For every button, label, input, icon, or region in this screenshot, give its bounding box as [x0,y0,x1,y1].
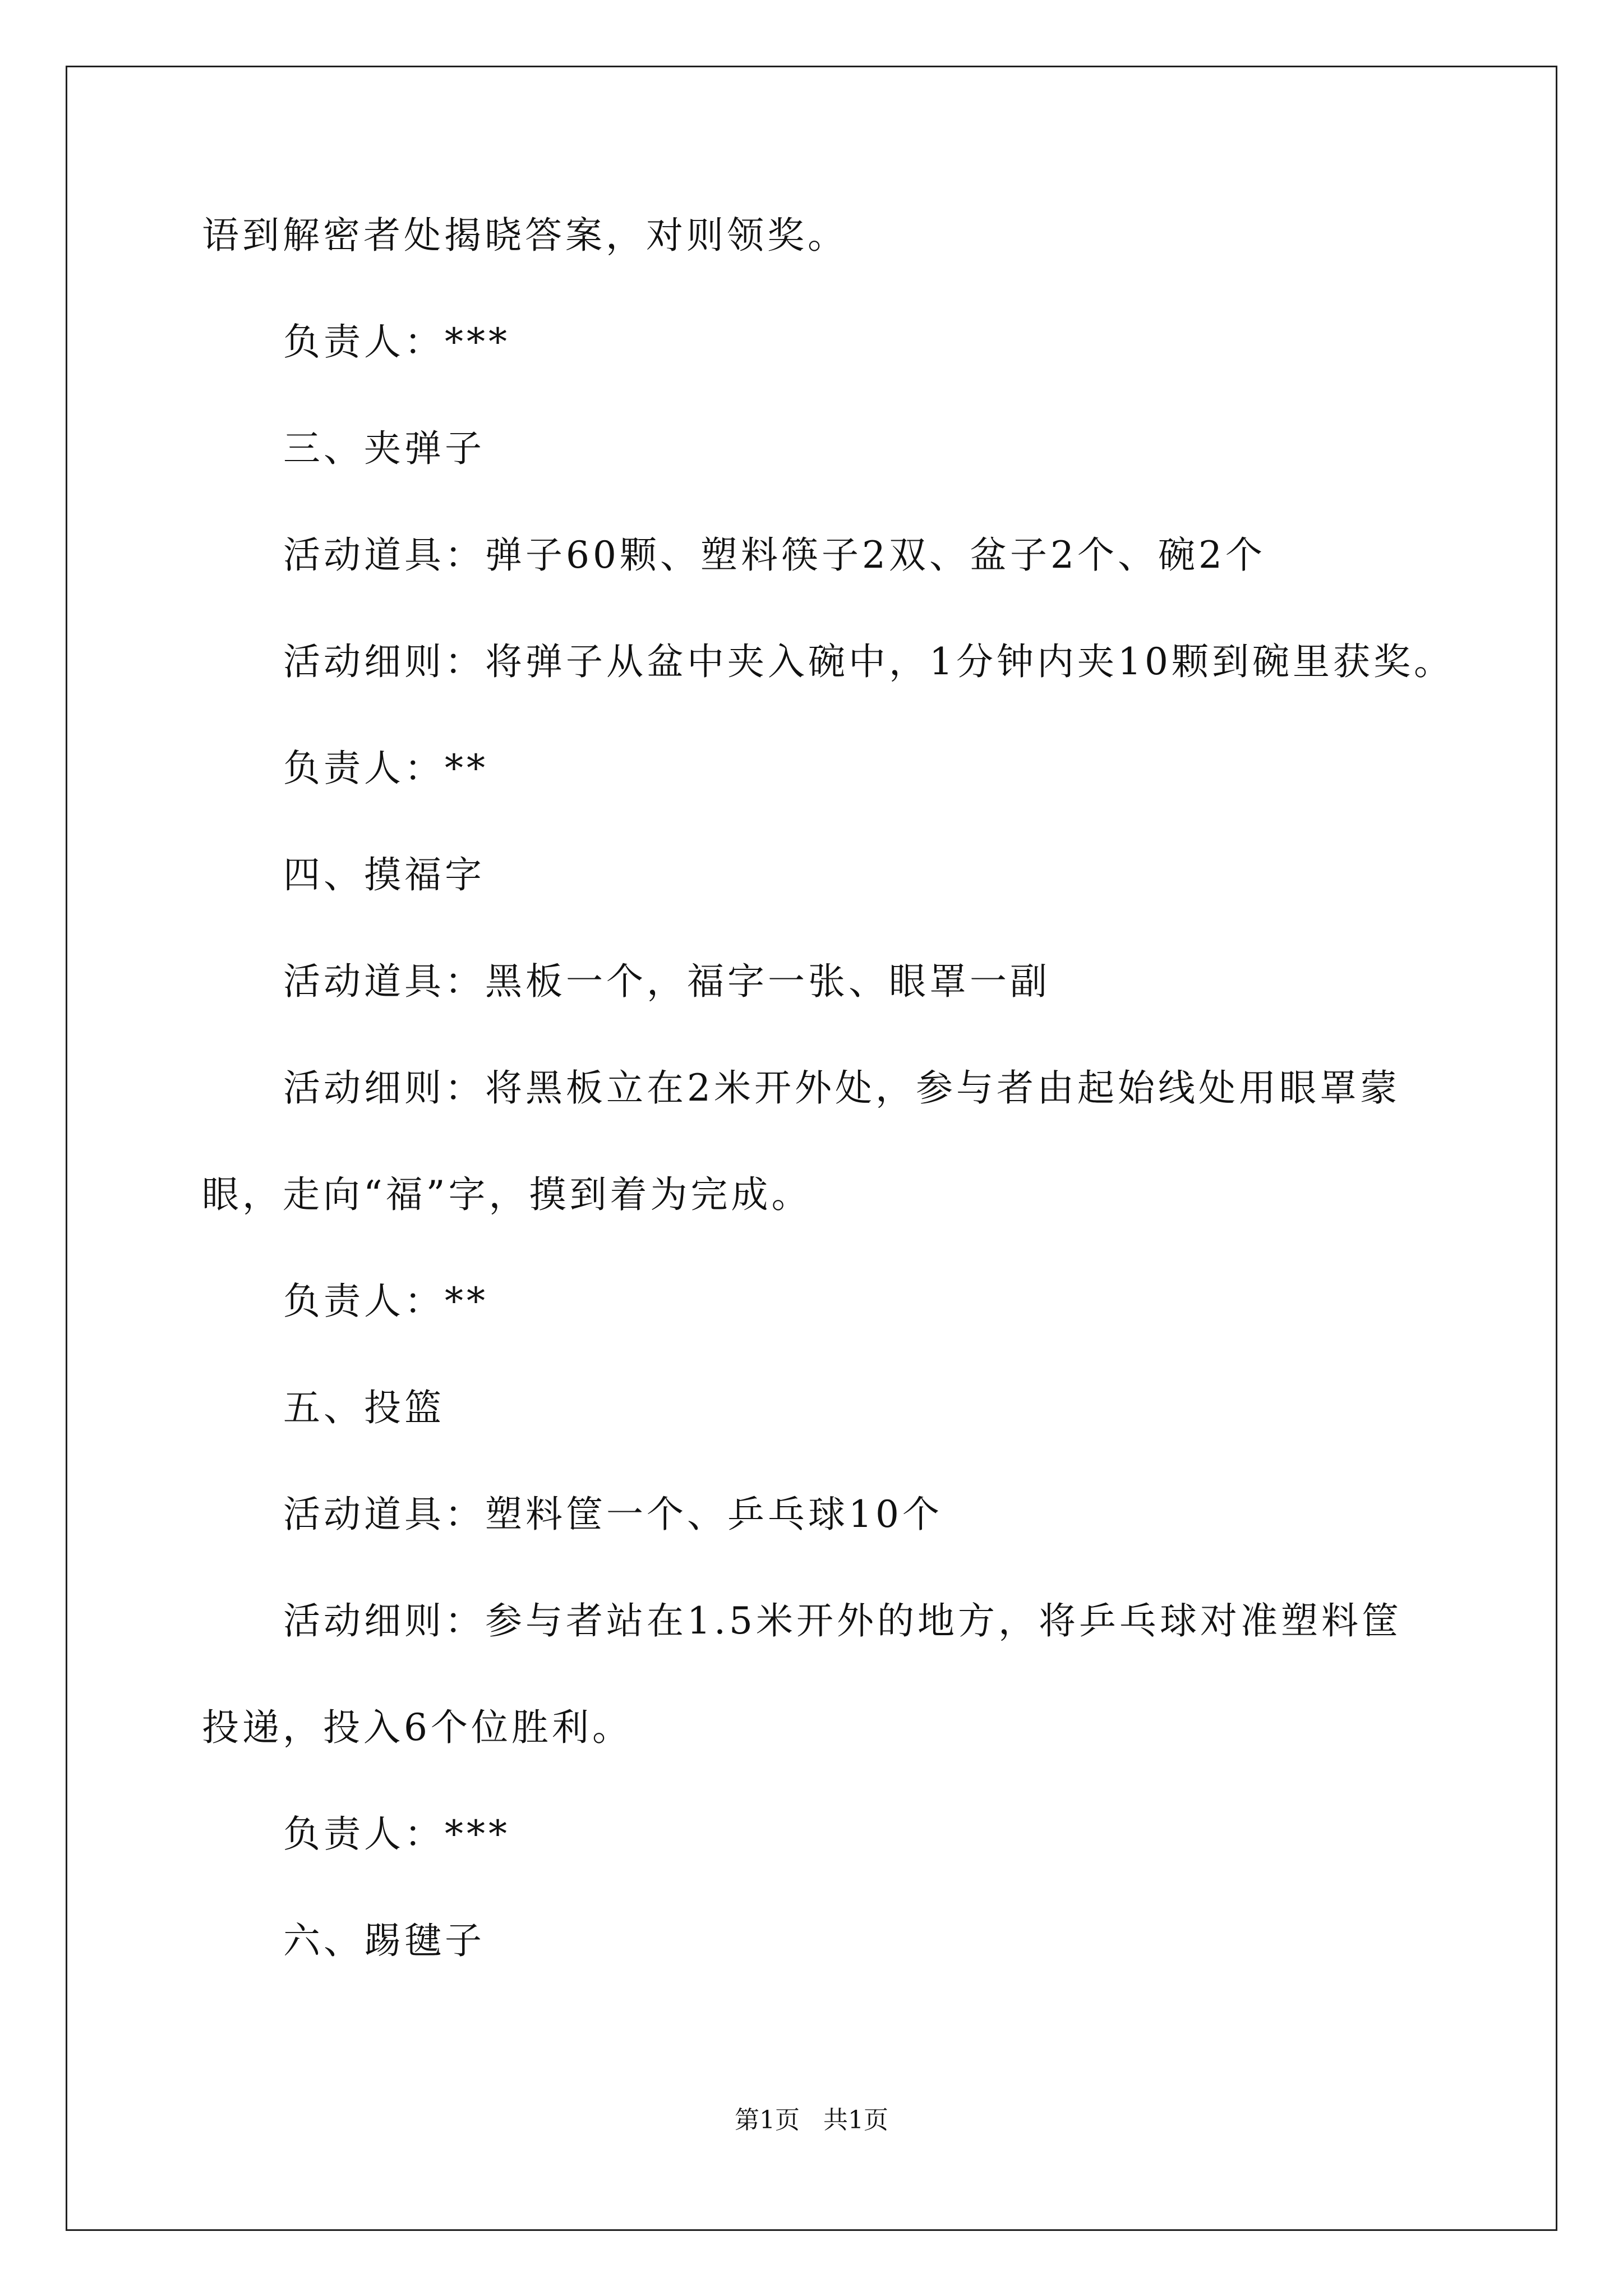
person-in-charge: 负责人：** [283,747,488,790]
page-number-current: 第1页 [735,2106,800,2134]
text-line: 语到解密者处揭晓答案，对则领奖。 [202,214,848,257]
page-frame [66,66,1557,2231]
section-heading: 四、摸福字 [283,853,485,896]
page-footer [0,2105,1623,2136]
activity-rules: 活动细则：将弹子从盆中夹入碗中，1分钟内夹10颗到碗里获奖。 [283,640,1454,683]
activity-rules-continued: 投递，投入6个位胜利。 [202,1706,633,1749]
section-heading: 五、投篮 [283,1386,445,1429]
activity-props: 活动道具：黑板一个，福字一张、眼罩一副 [283,960,1050,1003]
section-heading: 三、夹弹子 [283,427,485,470]
activity-rules-continued: 眼，走向“福”字，摸到着为完成。 [202,1173,812,1216]
person-in-charge: 负责人：*** [283,320,510,364]
section-heading: 六、踢毽子 [283,1919,485,1962]
activity-props: 活动道具：弹子60颗、塑料筷子2双、盆子2个、碗2个 [283,533,1266,577]
activity-rules: 活动细则：将黑板立在2米开外处，参与者由起始线处用眼罩蒙 [283,1066,1400,1110]
activity-props: 活动道具：塑料筐一个、乒乓球10个 [283,1493,943,1536]
activity-rules: 活动细则：参与者站在1.5米开外的地方，将乒乓球对准塑料筐 [283,1599,1402,1642]
page-number-total: 共1页 [823,2106,888,2134]
person-in-charge: 负责人：*** [283,1812,510,1856]
person-in-charge: 负责人：** [283,1280,488,1323]
